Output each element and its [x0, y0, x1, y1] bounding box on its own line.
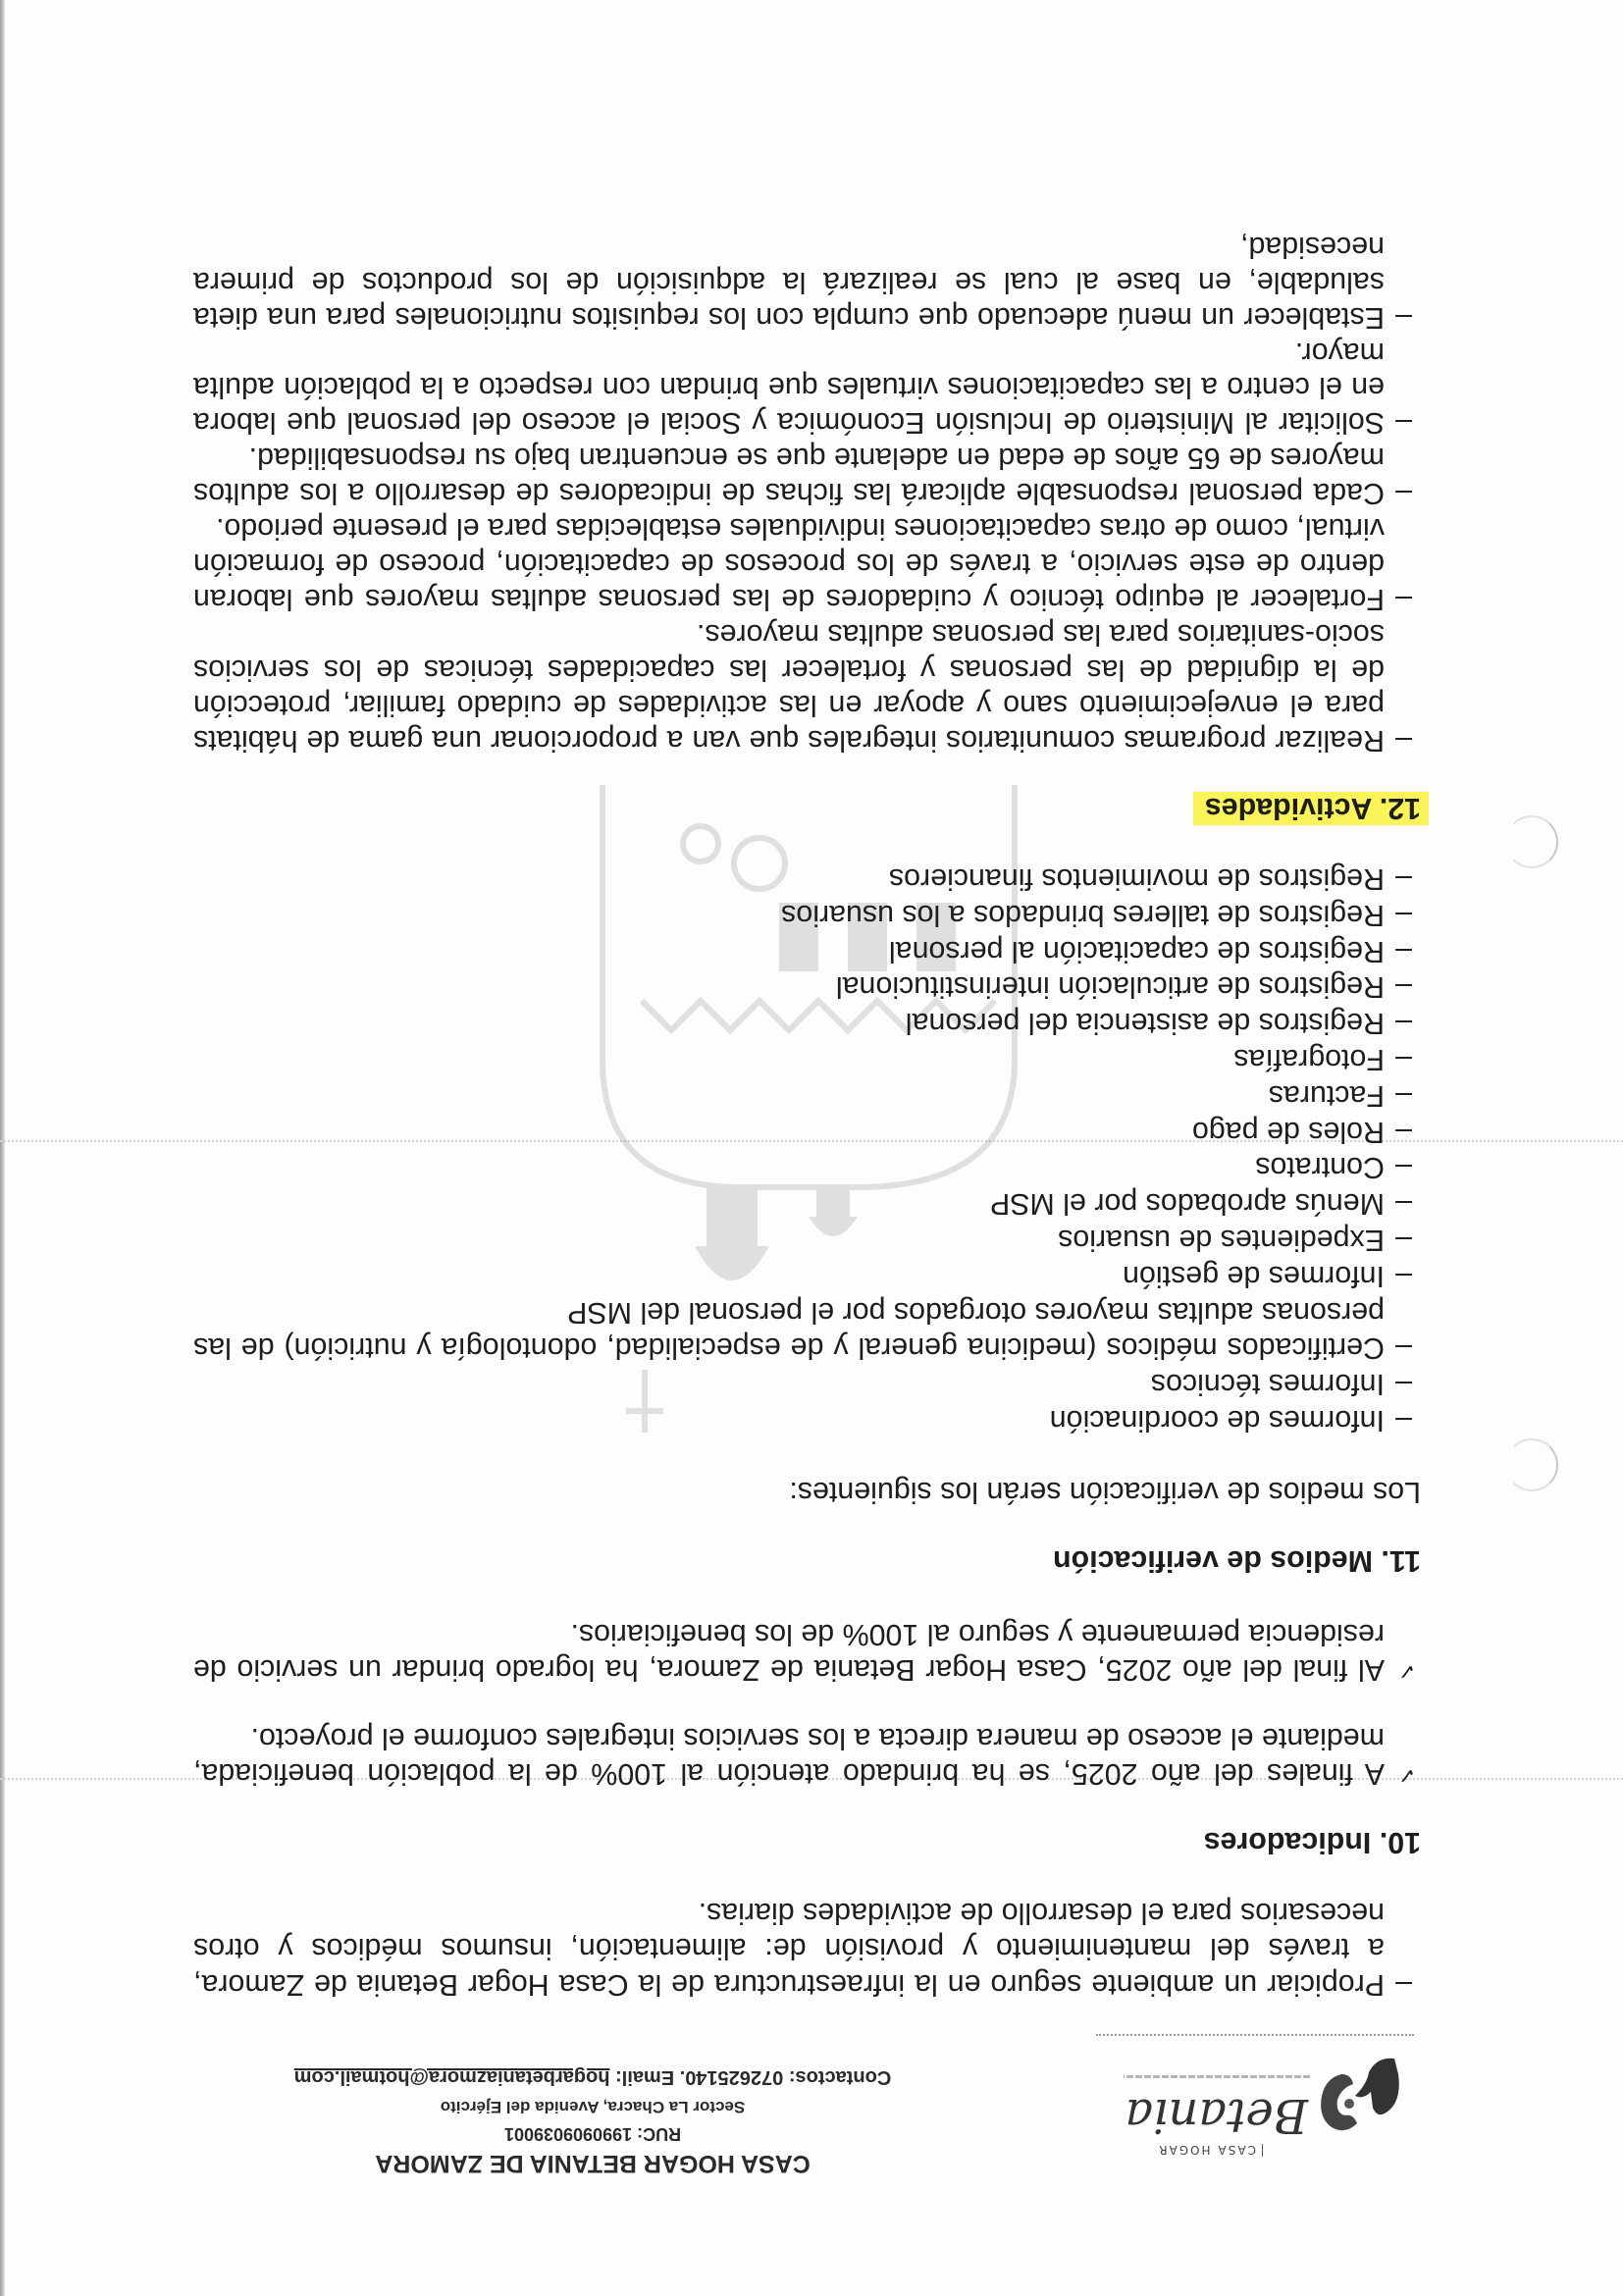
- section-heading-indicadores: 10. Indicadores: [1203, 1826, 1421, 1859]
- list-item: [193, 897, 1412, 933]
- dash-bullet: –: [1395, 583, 1412, 617]
- dash-bullet: –: [1395, 477, 1412, 511]
- punch-hole: [1505, 815, 1558, 868]
- list-item: [193, 1402, 1412, 1438]
- logo-subtitle: CASA HOGAR: [1157, 2143, 1263, 2157]
- list-item: [193, 1185, 1412, 1222]
- list-item: [193, 861, 1412, 897]
- casa-hogar-logo: [1092, 2031, 1406, 2161]
- list-item-text: Realizar programas comunitarios integrales que van a proporcionar una gama de hábitats para el envejecimiento sano y apoyar en las actividades de cuidado familiar, protección de la dignidad de las personas y fortalecer las capacidades técnicas de los servicios socio-sanitarios para las personas adultas mayores.: [193, 618, 1385, 757]
- list-item: [193, 1721, 1416, 1792]
- list-item: [193, 1150, 1412, 1186]
- list-item: [193, 1041, 1412, 1077]
- list-item: [193, 1258, 1412, 1294]
- list-item: [193, 510, 1412, 617]
- dash-bullet: –: [1395, 1115, 1412, 1149]
- list-item: [193, 229, 1412, 335]
- list-item-text: Al final del año 2025, Casa Hogar Betania de Zamora, ha logrado brindar un servicio de residencia permanente y seguro al 100% de los beneficiarios.: [193, 1618, 1385, 1687]
- intro-paragraph: [193, 1896, 1412, 2004]
- dash-bullet: –: [1395, 1043, 1412, 1077]
- list-item-text: Propiciar un ambiente seguro en la infraestructura de la Casa Hogar Betania de Zamora, a través del mantenimiento y provisión de: alimentación, insumos médicos y otros necesarios para el desarrollo de actividades diarias.: [193, 1897, 1385, 2002]
- list-item-text: Contratos: [1255, 1151, 1385, 1185]
- list-item-text: Facturas: [1268, 1078, 1385, 1113]
- list-item-text: Cada personal responsable aplicará las fichas de indicadores de desarrollo a los adultos mayores de 65 años de edad en adelante que se encuentran bajo su responsabilidad.: [193, 442, 1385, 511]
- list-item-text: Registros de articulación interinstitucional: [835, 970, 1385, 1005]
- logo-separator: [1096, 2034, 1414, 2036]
- list-item-text: Menús aprobados por el MSP: [989, 1187, 1385, 1222]
- list-item-text: Establecer un menú adecuado que cumpla con los requisitos nutricionales para una dieta saludable, en base al cual se realizará la adquisición de los productos de primera necesidad,: [193, 230, 1385, 335]
- list-item: [193, 440, 1412, 511]
- list-item: [193, 1896, 1412, 2004]
- dash-bullet: –: [1395, 1224, 1412, 1258]
- dash-bullet: –: [1395, 1404, 1412, 1437]
- highlighted-heading-text: 12. Actividades: [1193, 792, 1429, 825]
- list-item-text: Registros de movimientos financieros: [888, 862, 1385, 897]
- dash-bullet: –: [1395, 898, 1412, 932]
- dash-bullet: –: [1395, 300, 1412, 335]
- list-item-text: Certificados médicos (medicina general y de especialidad, odontología y nutrición) de las personas adultas mayores otorgados por el personal del MSP: [193, 1295, 1385, 1366]
- list-item-text: A finales del año 2025, se ha brindado atención al 100% de la población beneficiada, mediante el acceso de manera directa a los servicios integrales conforme el proyecto.: [193, 1722, 1385, 1791]
- dash-bullet: –: [1395, 1007, 1412, 1041]
- list-item-text: Fortalecer al equipo técnico y cuidadores de las personas adultas mayores que laboran dentro de este servicio, a través de los procesos de capacitación, proceso de formación virtual, como de otras capacitaciones individuales establecidas para el presente periodo.: [193, 512, 1385, 617]
- indicator-item: [193, 1721, 1416, 1792]
- list-item-text: Fotografías: [1233, 1043, 1385, 1077]
- dash-bullet: –: [1395, 1078, 1412, 1113]
- dash-bullet: –: [1395, 406, 1412, 441]
- letterhead: [239, 2061, 946, 2178]
- institution-title: CASA HOGAR BETANIA DE ZAMORA: [375, 2150, 811, 2177]
- dash-bullet: –: [1395, 1331, 1412, 1366]
- logo-tagline-strip: [1124, 2075, 1310, 2078]
- dash-bullet: –: [1395, 970, 1412, 1005]
- indicator-item: [193, 1617, 1416, 1688]
- list-item: [193, 1077, 1412, 1114]
- dash-bullet: –: [1395, 862, 1412, 897]
- list-item-text: Informes de gestión: [1123, 1259, 1385, 1293]
- dash-bullet: –: [1395, 1968, 1412, 2002]
- list-item-text: Roles de pago: [1192, 1115, 1385, 1149]
- list-item: [193, 335, 1412, 441]
- list-item: [193, 969, 1412, 1006]
- punch-hole: [1505, 1438, 1558, 1491]
- list-item: [193, 1617, 1416, 1688]
- list-item: [193, 616, 1412, 757]
- section-lead-text: Los medios de verificación serán los siguientes:: [789, 1476, 1421, 1509]
- list-item-text: Informes técnicos: [1150, 1368, 1385, 1402]
- contacts-label: Contactos: 072625140. Email:: [615, 2066, 892, 2088]
- list-item-text: Registros de talleres brindados a los usuarios: [781, 898, 1385, 932]
- section-heading-actividades: [1193, 791, 1421, 827]
- list-item: [193, 1222, 1412, 1258]
- list-item: [193, 1294, 1412, 1367]
- list-item-text: Registros de asistencia del personal: [905, 1007, 1385, 1041]
- list-item: [193, 933, 1412, 969]
- list-item-text: Expedientes de usuarios: [1058, 1224, 1385, 1258]
- institution-address: Sector La Chacra, Avenida del Ejército: [440, 2098, 746, 2116]
- check-bullet-icon: ✓: [1397, 1762, 1416, 1787]
- dash-bullet: –: [1395, 934, 1412, 968]
- institution-contacts: [239, 2061, 946, 2094]
- list-item: [193, 1005, 1412, 1041]
- verification-list: [193, 861, 1412, 1438]
- check-bullet-icon: ✓: [1397, 1658, 1416, 1683]
- dash-bullet: –: [1395, 724, 1412, 757]
- scan-edge-shadow: [0, 0, 5, 2296]
- list-item: [193, 1366, 1412, 1402]
- email-link[interactable]: hogarbetaniazmora@hotmail.com: [293, 2066, 610, 2088]
- list-item-text: Registros de capacitación al personal: [888, 934, 1385, 968]
- dash-bullet: –: [1395, 1151, 1412, 1185]
- logo-brand-name: Betania: [1125, 2088, 1308, 2143]
- list-item: [193, 1114, 1412, 1150]
- list-item-text: Informes de coordinación: [1049, 1404, 1385, 1437]
- dash-bullet: –: [1395, 1187, 1412, 1222]
- list-item-text: Solicitar al Ministerio de Inclusión Económica y Social el acceso del personal que labora en el centro a las capacitaciones virtuales que brindan con respecto a la población adulta mayor.: [193, 336, 1385, 441]
- dash-bullet: –: [1395, 1259, 1412, 1293]
- dash-bullet: –: [1395, 1368, 1412, 1402]
- activities-list: [193, 229, 1412, 757]
- section-heading-medios: 11. Medios de verificación: [1053, 1544, 1421, 1578]
- institution-ruc: RUC: 1990909039001: [503, 2124, 682, 2144]
- hands-icon: [1316, 2045, 1406, 2143]
